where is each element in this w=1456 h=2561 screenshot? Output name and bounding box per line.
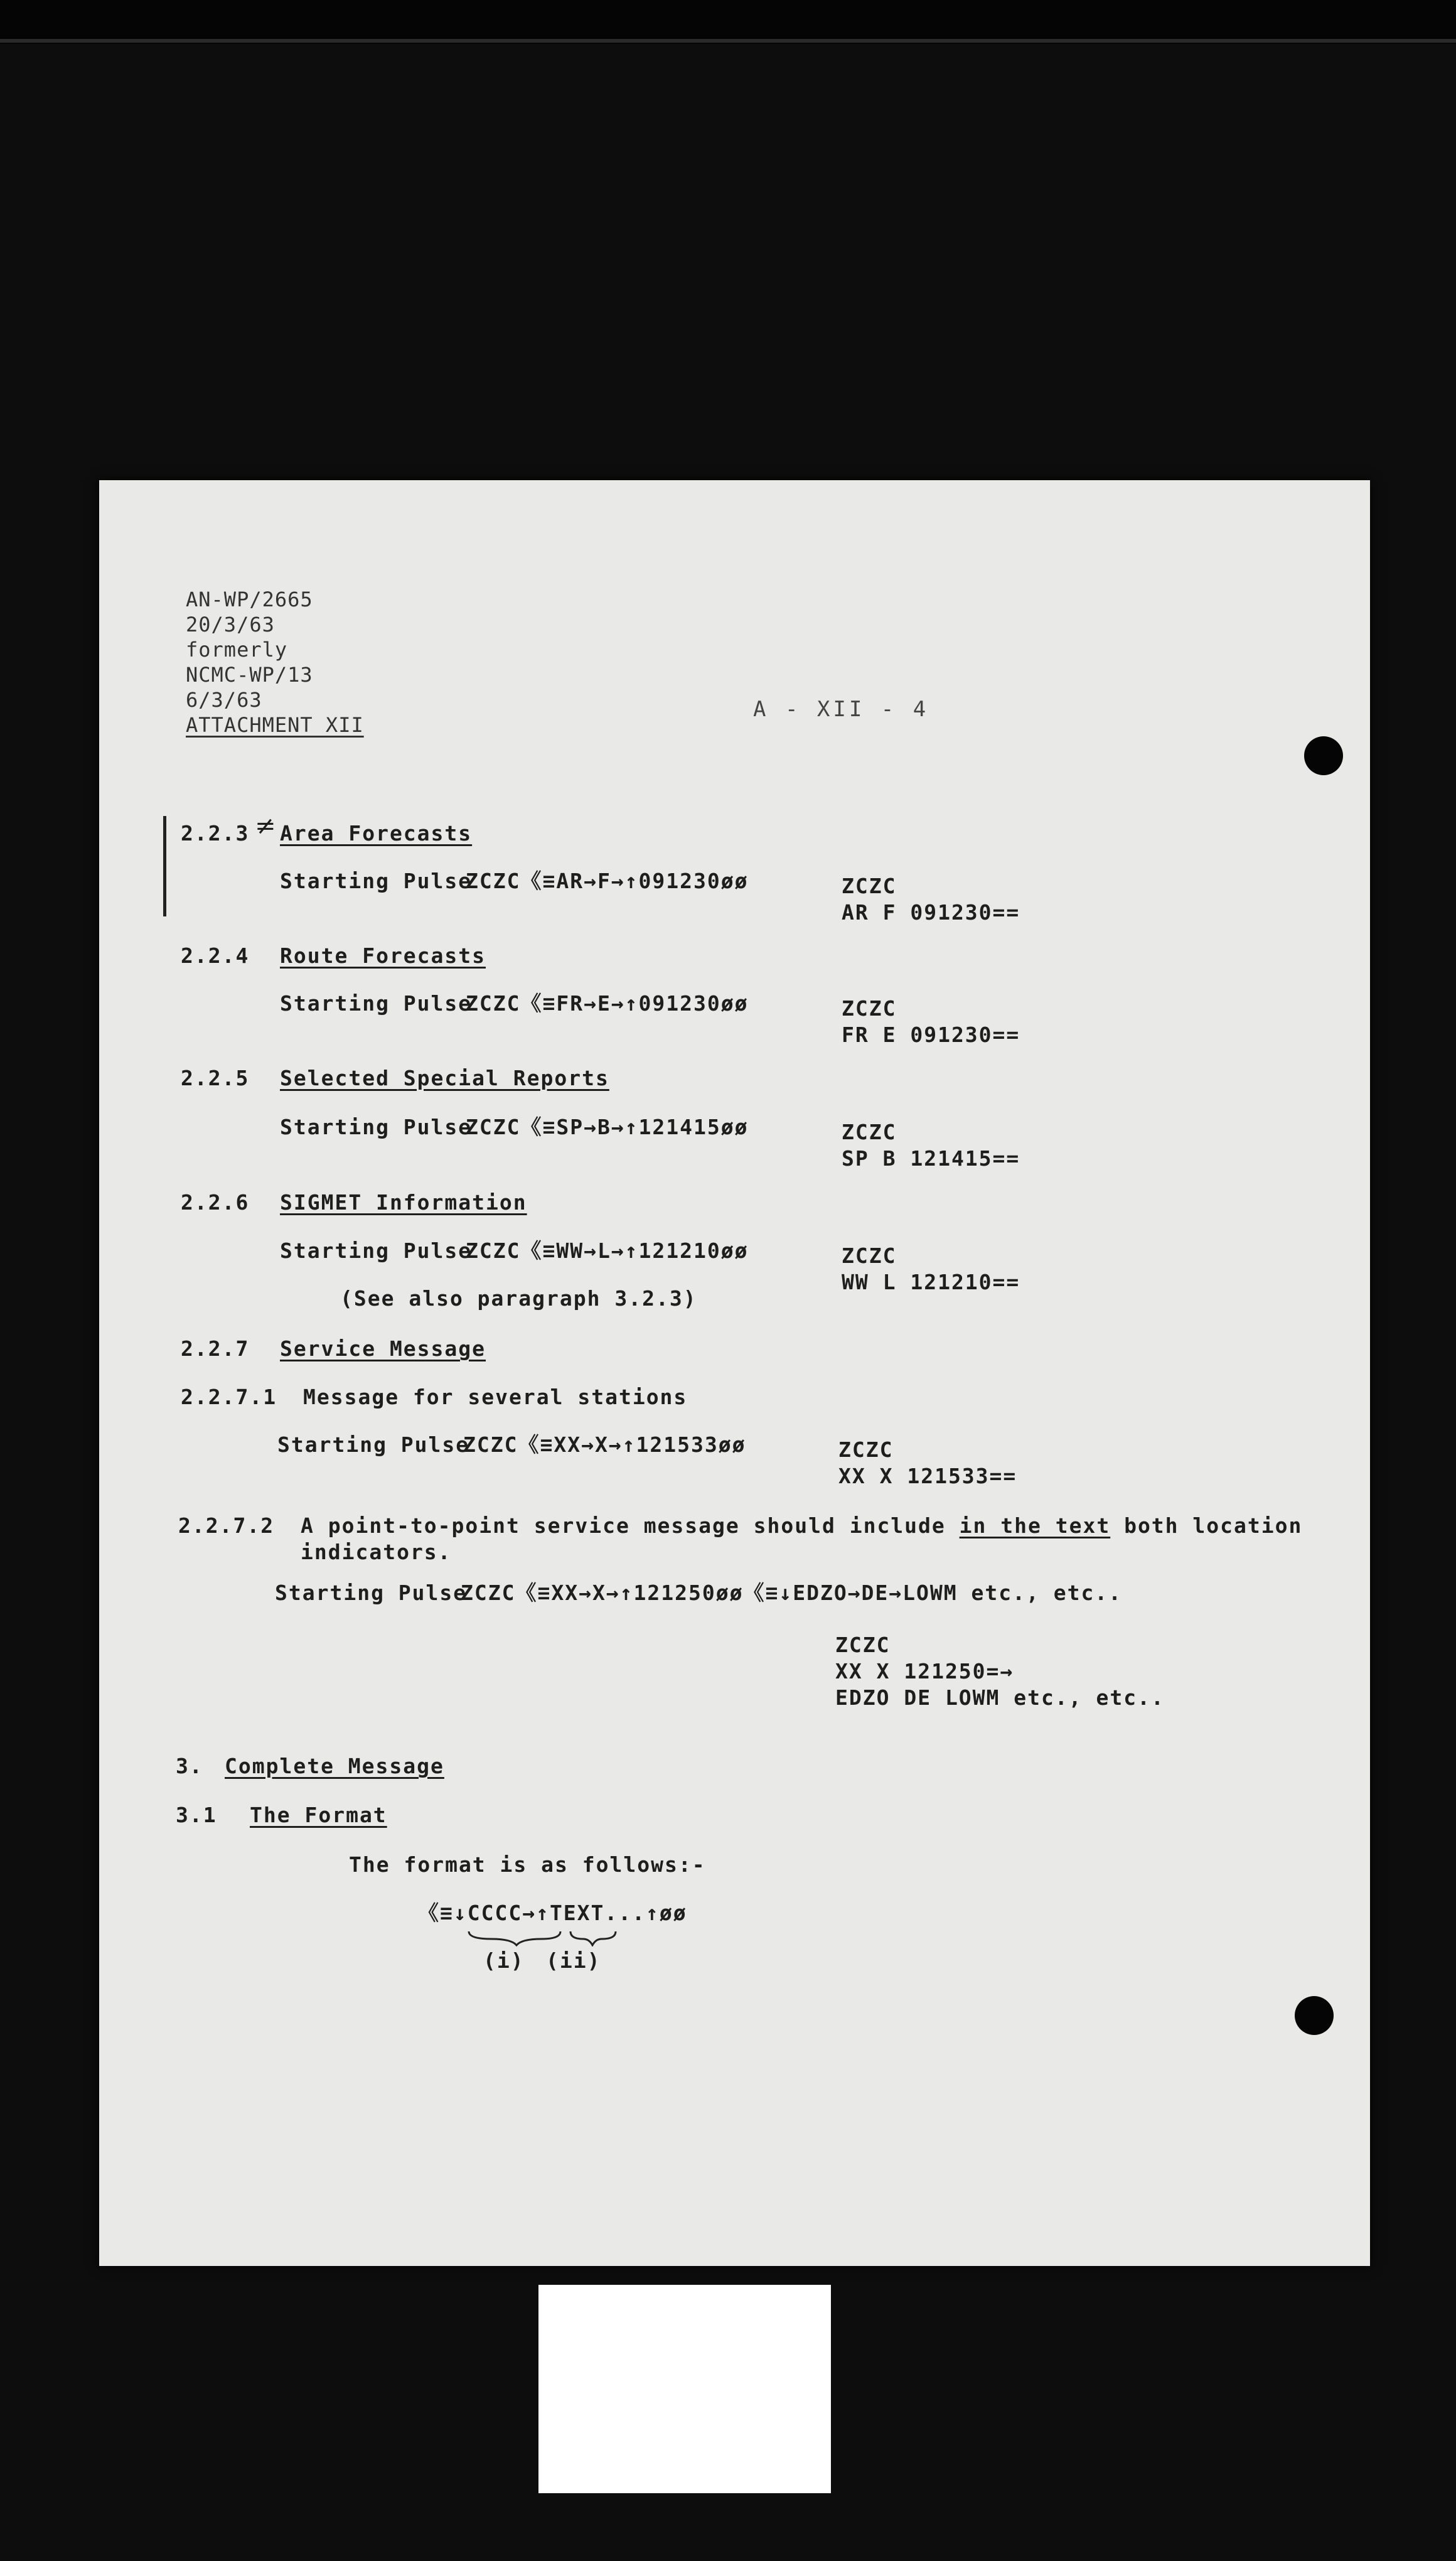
section-title: Complete Message: [225, 1754, 444, 1778]
section-title: Service Message: [280, 1336, 486, 1361]
result-line: XX X 121250=→: [835, 1659, 1014, 1683]
subsection-text-emphasis: in the text: [959, 1513, 1111, 1538]
blank-card: [538, 2285, 831, 2493]
subsection-number: 3.1: [176, 1803, 217, 1827]
pulse-code: ZCZC《≡SP→B→↑121415øø: [466, 1115, 749, 1139]
result-line: ZCZC: [835, 1633, 891, 1657]
format-intro: The format is as follows:-: [349, 1852, 706, 1877]
format-label-i: (i): [483, 1948, 525, 1973]
document-page: [99, 480, 1370, 2266]
pulse-label: Starting Pulse: [280, 1115, 473, 1139]
film-edge-line: [0, 39, 1456, 43]
margin-mark: ≠: [255, 812, 276, 840]
pulse-label: Starting Pulse: [277, 1432, 470, 1457]
pulse-label: Starting Pulse: [280, 869, 473, 893]
section-title: Selected Special Reports: [280, 1066, 609, 1090]
result-line: WW L 121210==: [842, 1270, 1020, 1294]
film-top-edge: [0, 0, 1456, 44]
result-line: ZCZC: [842, 1243, 897, 1268]
binder-hole-bottom: [1295, 1996, 1334, 2035]
margin-bar: [163, 816, 166, 916]
result-line: XX X 121533==: [838, 1464, 1017, 1488]
pulse-code: ZCZC《≡XX→X→↑121533øø: [463, 1432, 746, 1457]
subsection-text-part: both location: [1110, 1513, 1303, 1538]
section-title: Route Forecasts: [280, 943, 486, 968]
subsection-text: [301, 1513, 1302, 1539]
section-number: 2.2.5: [181, 1066, 250, 1090]
header-ref-2: 20/3/63: [186, 613, 275, 636]
result-line: ZCZC: [842, 1120, 897, 1144]
pulse-code: ZCZC《≡FR→E→↑091230øø: [466, 991, 749, 1016]
section-number: 2.2.3: [181, 821, 250, 846]
subsection-text-line2: indicators.: [301, 1540, 452, 1564]
subsection-title: The Format: [250, 1803, 387, 1827]
header-ref-5: 6/3/63: [186, 688, 262, 712]
format-braces: [466, 1929, 623, 1946]
section-number: 2.2.7: [181, 1336, 250, 1361]
pulse-label: Starting Pulse: [275, 1581, 468, 1605]
result-line: SP B 121415==: [842, 1146, 1020, 1171]
header-attachment: ATTACHMENT XII: [186, 713, 364, 737]
result-line: FR E 091230==: [842, 1023, 1020, 1047]
section-number: 2.2.6: [181, 1190, 250, 1215]
pulse-code: ZCZC《≡AR→F→↑091230øø: [466, 869, 749, 893]
result-line: ZCZC: [842, 996, 897, 1021]
result-line: AR F 091230==: [842, 900, 1020, 925]
section-note: (See also paragraph 3.2.3): [340, 1286, 697, 1311]
result-line: EDZO DE LOWM etc., etc..: [835, 1685, 1165, 1710]
pulse-label: Starting Pulse: [280, 991, 473, 1016]
subsection-number: 2.2.7.2: [178, 1513, 275, 1538]
section-number: 3.: [176, 1754, 203, 1778]
pulse-label: Starting Pulse: [280, 1238, 473, 1263]
pulse-code: ZCZC《≡WW→L→↑121210øø: [466, 1238, 749, 1263]
format-label-ii: (ii): [546, 1948, 601, 1973]
section-title: Area Forecasts: [280, 821, 473, 846]
subsection-text-part: A point-to-point service message should include: [301, 1513, 960, 1538]
header-ref-1: AN-WP/2665: [186, 588, 313, 611]
section-number: 2.2.4: [181, 943, 250, 968]
page-number: A - XII - 4: [753, 697, 929, 722]
subsection-number: 2.2.7.1: [181, 1385, 277, 1409]
subsection-text: Message for several stations: [303, 1385, 688, 1409]
format-formula: 《≡↓CCCC→↑TEXT...↑øø: [418, 1901, 687, 1925]
result-line: ZCZC: [842, 874, 897, 898]
pulse-code: ZCZC《≡XX→X→↑121250øø《≡↓EDZO→DE→LOWM etc., etc..: [461, 1581, 1123, 1605]
binder-hole-top: [1304, 736, 1343, 775]
result-line: ZCZC: [838, 1437, 894, 1462]
header-ref-3: formerly: [186, 638, 288, 662]
section-title: SIGMET Information: [280, 1190, 527, 1215]
header-ref-4: NCMC-WP/13: [186, 663, 313, 687]
